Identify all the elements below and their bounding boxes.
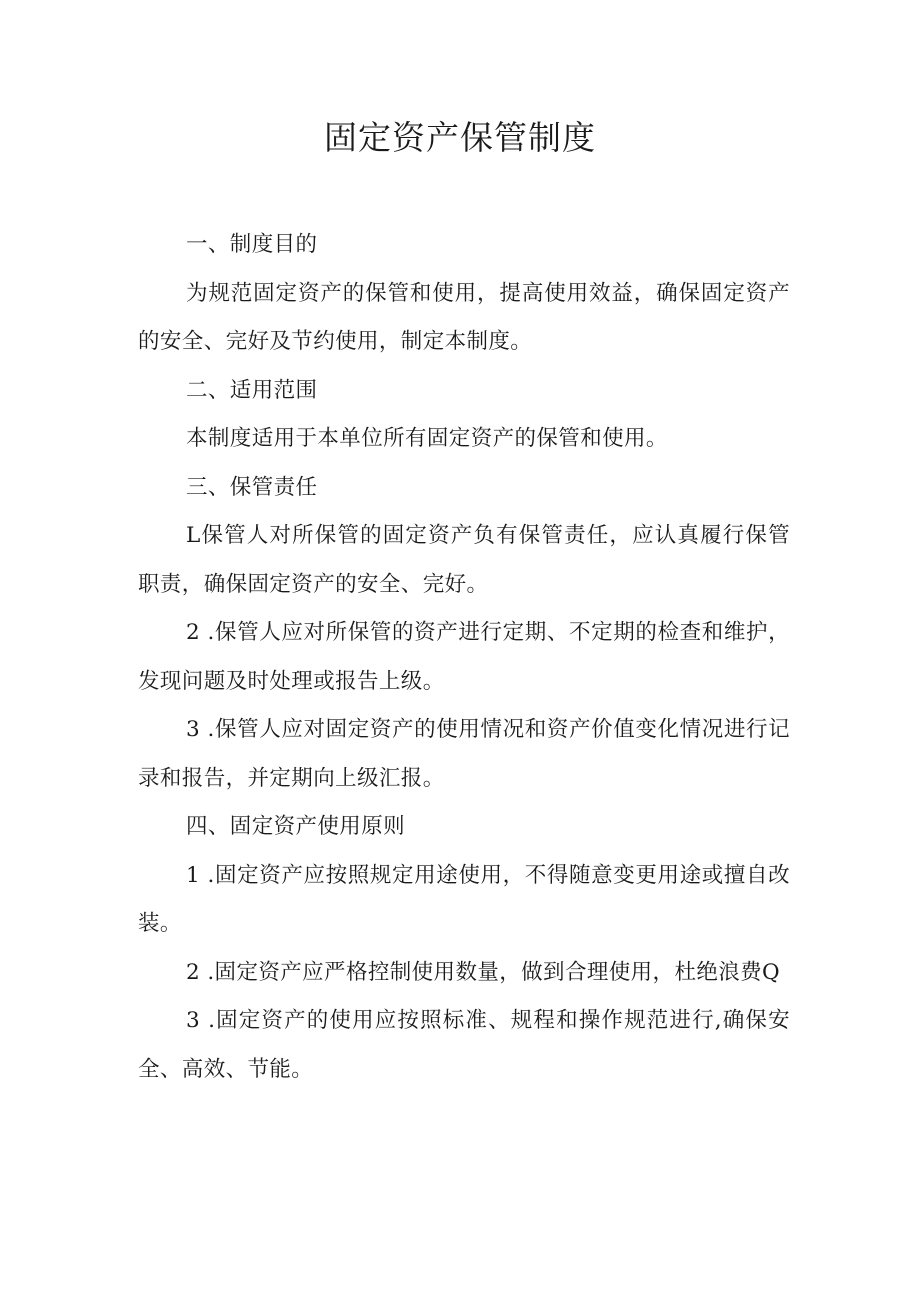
paragraph-scope: 本制度适用于本单位所有固定资产的保管和使用。 (186, 426, 668, 451)
section-heading-purpose: 一、制度目的 (186, 232, 318, 257)
list-item-usage-3: 3 .固定资产的使用应按照标准、规程和操作规范进行,确保安全、高效、节能。 (138, 1008, 790, 1082)
list-item-responsibility-3: 3 .保管人应对固定资产的使用情况和资产价值变化情况进行记录和报告，并定期向上级汇报。 (138, 717, 790, 791)
paragraph-purpose: 为规范固定资产的保管和使用，提高使用效益，确保固定资产的安全、完好及节约使用，制定本制度。 (138, 280, 790, 354)
section-heading-responsibility: 三、保管责任 (186, 474, 318, 500)
section-heading-scope: 二、适用范围 (186, 377, 318, 403)
document-title: 固定资产保管制度 (324, 118, 596, 157)
list-item-usage-2: 2 .固定资产应严格控制使用数量，做到合理使用，杜绝浪费Q (186, 959, 781, 985)
document-body (138, 221, 790, 1094)
section-heading-usage-principles: 四、固定资产使用原则 (186, 814, 406, 839)
list-item-responsibility-2: 2 .保管人应对所保管的资产进行定期、不定期的检查和维护，发现问题及时处理或报告上级。 (138, 620, 790, 694)
list-item-responsibility-1: L保管人对所保管的固定资产负有保管责任，应认真履行保管职责，确保固定资产的安全、完好。 (138, 523, 790, 597)
list-item-usage-1: 1 .固定资产应按照规定用途使用，不得随意变更用途或擅自改装。 (138, 862, 790, 936)
